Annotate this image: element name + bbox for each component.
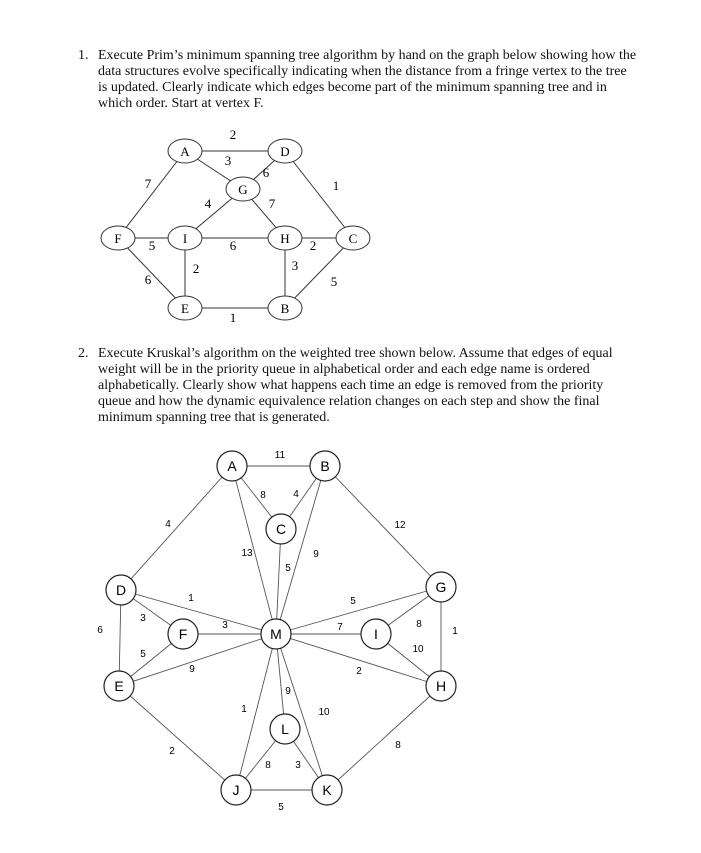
- kruskal-weight-label: 1: [452, 626, 458, 637]
- prim-weight-label: 6: [229, 238, 237, 253]
- kruskal-weight-label: 8: [395, 740, 401, 751]
- kruskal-weight-label: 5: [350, 596, 356, 607]
- kruskal-weight-label: 2: [169, 746, 175, 757]
- kruskal-node-label: H: [435, 678, 447, 694]
- kruskal-weight-label: 2: [356, 666, 362, 677]
- prim-node-label: C: [348, 231, 358, 246]
- kruskal-weight-label: 10: [412, 644, 424, 655]
- kruskal-edge-d-m: [121, 590, 276, 634]
- prim-weight-label: 2: [229, 127, 237, 142]
- kruskal-node-label: M: [270, 626, 282, 642]
- prim-node-label: H: [280, 231, 290, 246]
- kruskal-node-label: D: [115, 582, 127, 598]
- kruskal-node-label: C: [275, 521, 287, 537]
- kruskal-node-f: [168, 619, 198, 649]
- kruskal-weight-label: 9: [285, 686, 291, 697]
- kruskal-node-b: [310, 451, 340, 481]
- kruskal-node-label: A: [227, 458, 237, 474]
- prim-node-label: A: [180, 144, 190, 159]
- prim-weight-label: 3: [224, 153, 232, 168]
- kruskal-weight-label: 8: [416, 619, 422, 630]
- kruskal-edge-b-g: [325, 466, 441, 587]
- kruskal-weight-label: 5: [285, 563, 291, 574]
- prim-weight-label: 1: [332, 178, 340, 193]
- prim-weight-label: 7: [144, 176, 152, 191]
- kruskal-weight-label: 13: [241, 548, 253, 559]
- prim-weight-label: 2: [192, 261, 200, 276]
- kruskal-weight-label: 7: [337, 622, 343, 633]
- kruskal-node-label: I: [374, 626, 378, 642]
- kruskal-node-label: B: [320, 458, 330, 474]
- kruskal-node-label: J: [232, 782, 240, 798]
- kruskal-edge-a-m: [232, 466, 276, 634]
- kruskal-weight-label: 12: [394, 520, 406, 531]
- kruskal-node-label: F: [178, 626, 188, 642]
- question-2-number: 2.: [78, 346, 89, 361]
- kruskal-weight-label: 8: [265, 760, 271, 771]
- kruskal-edge-h-k: [327, 686, 441, 790]
- prim-node-label: F: [114, 231, 122, 246]
- prim-node-label: E: [181, 301, 189, 316]
- prim-weight-label: 3: [291, 258, 299, 273]
- kruskal-node-label: K: [322, 782, 332, 798]
- kruskal-node-g: [426, 572, 456, 602]
- question-1-number: 1.: [78, 48, 89, 63]
- kruskal-weight-label: 9: [189, 664, 195, 675]
- kruskal-nodes: [104, 451, 456, 805]
- kruskal-weight-label: 3: [222, 620, 228, 631]
- kruskal-weight-label: 3: [140, 613, 146, 624]
- prim-node-label: G: [238, 182, 248, 197]
- kruskal-node-j: [221, 775, 251, 805]
- question-1-text: Execute Prim’s minimum spanning tree algorithm by hand on the graph below showing how the data structures evolve specifically indicating when the distance from a fringe vertex to the tree is updated. Clearly indicate which edges become part of the minimum spanning tree and in which order. Start at vertex F.: [98, 48, 637, 111]
- kruskal-edge-a-d: [121, 466, 232, 590]
- kruskal-node-label: E: [114, 678, 124, 694]
- kruskal-edge-e-m: [119, 634, 276, 686]
- kruskal-node-m: [261, 619, 291, 649]
- kruskal-node-label: G: [435, 579, 447, 595]
- prim-node-label: D: [280, 144, 290, 159]
- kruskal-node-e: [104, 671, 134, 701]
- prim-weight-label: 5: [330, 274, 338, 289]
- kruskal-node-d: [106, 575, 136, 605]
- prim-weight-label: 6: [262, 165, 270, 180]
- prim-weight-label: 6: [144, 272, 152, 287]
- kruskal-weight-label: 8: [260, 490, 266, 501]
- kruskal-weight-label: 4: [293, 489, 299, 500]
- kruskal-node-c: [266, 514, 296, 544]
- kruskal-weight-label: 3: [295, 760, 301, 771]
- prim-weight-label: 7: [268, 196, 276, 211]
- kruskal-node-label: L: [281, 721, 289, 737]
- kruskal-node-l: [270, 714, 300, 744]
- kruskal-weight-label: 11: [274, 450, 286, 461]
- prim-weight-label: 2: [309, 238, 317, 253]
- kruskal-weight-label: 6: [97, 625, 103, 636]
- kruskal-edge-m-h: [276, 634, 441, 686]
- prim-node-label: I: [182, 231, 188, 246]
- kruskal-node-a: [217, 451, 247, 481]
- kruskal-node-i: [361, 619, 391, 649]
- prim-weight-label: 1: [229, 310, 237, 325]
- kruskal-edge-e-j: [119, 686, 236, 790]
- kruskal-weight-label: 5: [140, 649, 146, 660]
- kruskal-weight-label: 10: [318, 707, 330, 718]
- prim-weight-label: 4: [204, 196, 212, 211]
- prim-node-label: B: [280, 301, 290, 316]
- prim-weight-label: 5: [148, 238, 156, 253]
- kruskal-weight-label: 9: [313, 549, 319, 560]
- kruskal-node-h: [426, 671, 456, 701]
- kruskal-weight-label: 5: [278, 802, 284, 813]
- question-2-text: Execute Kruskal’s algorithm on the weighted tree shown below. Assume that edges of equal weight will be in the priority queue in alphabetical order and each edge name is ordered alphabetically. Clearly show what happens each time an edge is removed from the priority queue and how the dynamic equivalence relation changes on each step and show the final minimum spanning tree that is generated.: [98, 346, 613, 425]
- kruskal-weight-label: 4: [165, 519, 171, 530]
- kruskal-node-k: [312, 775, 342, 805]
- kruskal-weight-label: 1: [188, 593, 194, 604]
- kruskal-weight-label: 1: [241, 704, 247, 715]
